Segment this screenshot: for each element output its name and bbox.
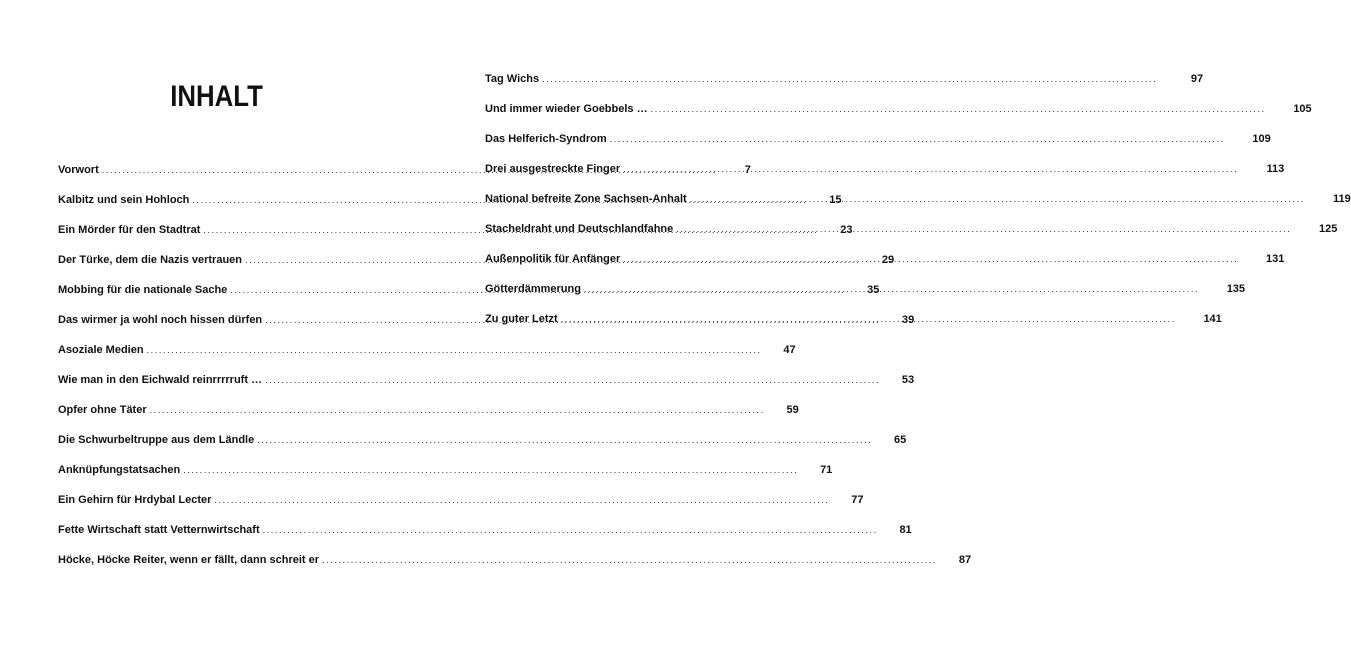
toc-entry-title: Zu guter Letzt [485,313,558,325]
toc-entry-page: 59 [786,404,799,416]
toc-entry [58,425,907,455]
toc-entry-title: Asoziale Medien [58,344,144,356]
toc-entry-page: 7 [744,164,751,176]
toc-entry-title: Anknüpfungstatsachen [58,464,181,476]
toc-entry-title: Fette Wirtschaft statt Vetternwirtschaft [58,524,260,536]
toc-entry [58,395,799,425]
toc-leader-dots [690,194,1305,204]
toc-entry-page: 35 [867,284,880,296]
toc-entry-page: 71 [820,464,833,476]
toc-entry [485,124,1271,154]
toc-leader-dots [542,74,1157,84]
toc-entry-title: Höcke, Höcke Reiter, wenn er fällt, dann schreit er [58,554,320,566]
toc-entry [485,64,1204,94]
toc-entry-title: Drei ausgestreckte Finger [485,163,621,175]
toc-entry-page: 53 [901,374,915,386]
toc-entry-title: Tag Wichs [485,73,540,85]
toc-entry-title: Ein Mörder für den Stadtrat [58,224,201,236]
toc-entry-page: 81 [899,524,912,536]
toc-entry-title: Und immer wieder Goebbels … [485,103,648,115]
toc-entry-page: 29 [881,254,895,266]
toc-entry-title: Das Helferich-Syndrom [485,133,607,145]
toc-entry-title: National befreite Zone Sachsen-Anhalt [485,193,687,205]
toc-entry-title: Vorwort [58,164,99,176]
toc-entry-page: 131 [1265,253,1285,265]
toc-entry-title: Wie man in den Eichwald reinrrrrruft … [58,374,263,386]
toc-entry-page: 39 [901,314,915,326]
toc-leader-dots [561,314,1176,324]
toc-entry [58,455,833,485]
toc-entry-title: Der Türke, dem die Nazis vertrauen [58,254,243,266]
toc-entry-page: 125 [1318,223,1338,235]
toc-leader-dots [676,224,1291,234]
toc-entry-page: 87 [958,554,972,566]
toc-entry-page: 109 [1252,133,1271,145]
toc-entry-title: Stacheldraht und Deutschlandfahne [485,223,674,235]
toc-leader-dots [623,164,1238,174]
toc-leader-dots [610,134,1225,144]
toc-entry [485,154,1285,184]
toc-entry-page: 15 [829,194,842,206]
toc-entry-page: 105 [1293,103,1312,115]
toc-leader-dots [651,104,1266,114]
toc-entry-page: 47 [783,344,796,356]
toc-entry-page: 97 [1190,73,1204,85]
toc-entry-page: 141 [1203,313,1222,325]
toc-entry-page: 77 [851,494,864,506]
toc-entry-page: 135 [1226,283,1246,295]
toc-entry-page: 23 [840,224,853,236]
toc-entry-title: Außenpolitik für Anfänger [485,253,621,265]
toc-entry-title: Mobbing für die nationale Sache [58,284,228,296]
toc-entry [58,545,972,575]
toc-entry [485,94,1312,124]
toc-entry-page: 119 [1333,193,1351,205]
toc-entry [58,335,796,365]
toc-entry-title: Opfer ohne Täter [58,404,147,416]
toc-entry [58,515,912,545]
page-title: INHALT [170,80,263,113]
toc-entry-title: Ein Gehirn für Hrdybal Lecter [58,494,212,506]
toc-leader-dots [623,254,1238,264]
toc-entry [58,365,915,395]
toc-entry-page: 113 [1266,163,1285,175]
toc-entry-title: Die Schwurbeltruppe aus dem Ländle [58,434,255,446]
toc-leader-dots [584,284,1199,294]
toc-entry-title: Götterdämmerung [485,283,581,295]
toc-entry [485,274,1246,304]
toc-entry-title: Das wirmer ja wohl noch hissen dürfen [58,314,263,326]
toc-entry-title: Kalbitz und sein Hohloch [58,194,190,206]
toc-entry [58,485,864,515]
toc-entry-page: 65 [894,434,907,446]
